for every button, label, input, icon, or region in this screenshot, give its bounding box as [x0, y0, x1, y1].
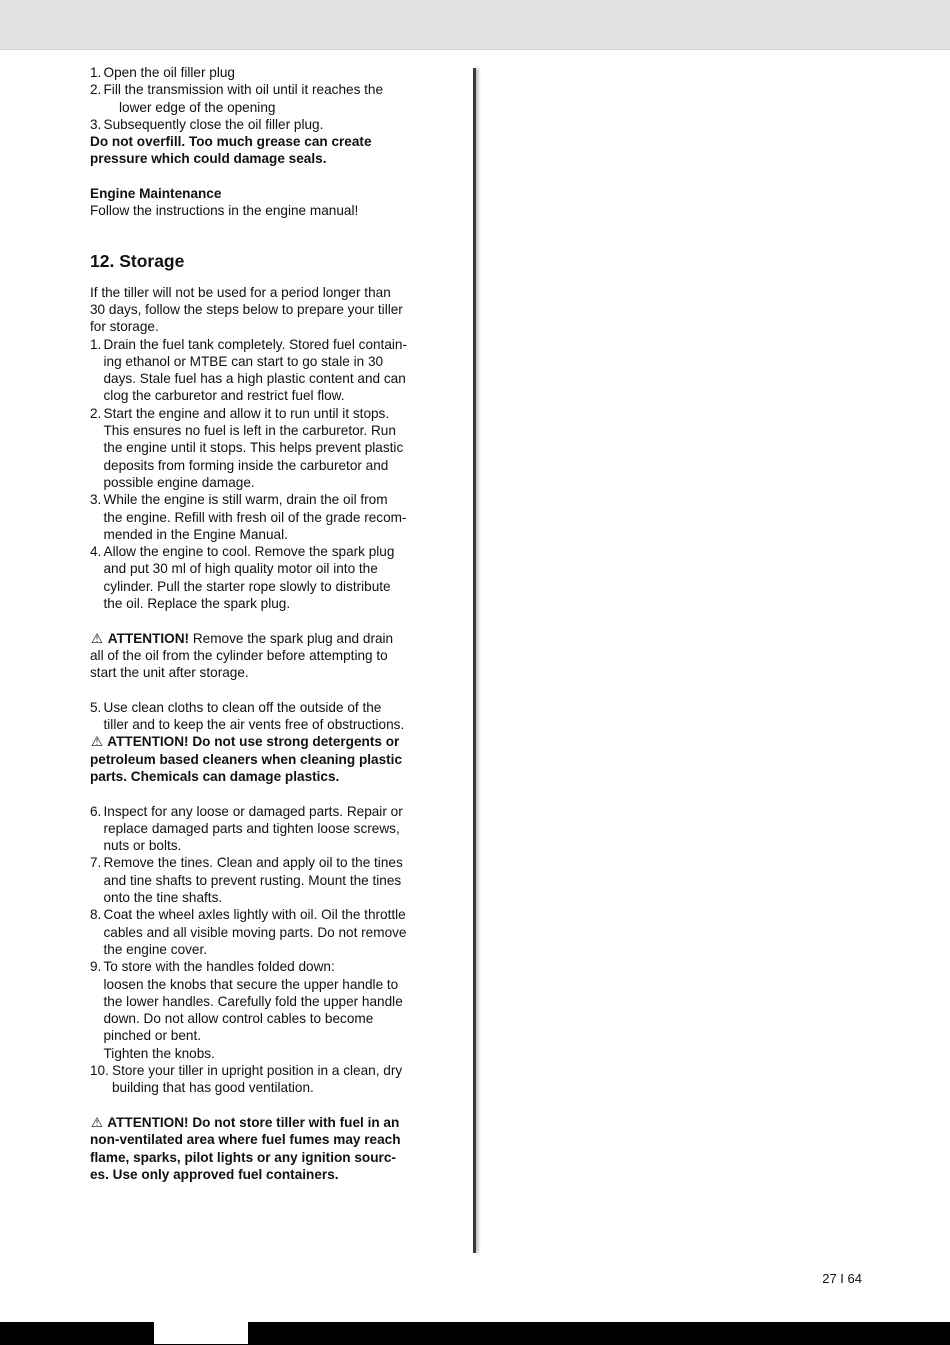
- step-text: Fill the transmission with oil until it reaches the: [103, 82, 384, 98]
- step-line: deposits from forming inside the carburetor and: [103, 457, 389, 473]
- attention-text: Remove the spark plug and drain: [192, 630, 394, 646]
- step-text: [104, 906, 436, 958]
- list-item: [90, 803, 435, 855]
- step-text: [104, 491, 436, 543]
- warning-icon: ⚠: [90, 1114, 104, 1130]
- step-line: clog the carburetor and restrict fuel flow.: [103, 388, 345, 404]
- attention-text: all of the oil from the cylinder before attempting to: [90, 647, 388, 663]
- step-line: days. Stale fuel has a high plastic content and can: [103, 371, 406, 387]
- step-line: Tighten the knobs.: [103, 1045, 215, 1061]
- step-line: cables and all visible moving parts. Do not remove: [103, 924, 407, 940]
- step-number: 2.: [90, 82, 102, 98]
- attention-text: es. Use only approved fuel containers.: [90, 1166, 339, 1182]
- step-number: 5.: [90, 699, 102, 715]
- list-item: [90, 699, 435, 734]
- step-number: 4.: [90, 544, 102, 560]
- step-line: replace damaged parts and tighten loose screws,: [103, 820, 400, 836]
- storage-heading: 12. Storage: [90, 250, 185, 271]
- list-item: [90, 491, 435, 543]
- step-number: 3.: [90, 492, 102, 508]
- step-number: 9.: [90, 959, 102, 975]
- step-line: Coat the wheel axles lightly with oil. Oil the throttle: [103, 907, 406, 923]
- step-line: and put 30 ml of high quality motor oil into the: [103, 561, 378, 577]
- step-number: 8.: [90, 907, 102, 923]
- step-line: the lower handles. Carefully fold the upper handle: [103, 993, 403, 1009]
- list-item: [90, 543, 435, 612]
- header-band: [0, 0, 950, 50]
- list-item: [90, 906, 435, 958]
- step-line: the engine cover.: [103, 941, 208, 957]
- step-line: building that has good ventilation.: [112, 1080, 314, 1096]
- attention-text: ATTENTION! Do not use strong detergents or: [107, 734, 400, 750]
- step-line: loosen the knobs that secure the upper handle to: [103, 976, 399, 992]
- step-text: [104, 543, 436, 612]
- step-line: cylinder. Pull the starter rope slowly to distribute: [103, 578, 391, 594]
- step-number: 1.: [90, 65, 102, 80]
- attention-text: petroleum based cleaners when cleaning plastic: [90, 751, 403, 767]
- attention-text: ATTENTION! Do not store tiller with fuel in an: [107, 1114, 400, 1130]
- list-item: [90, 958, 435, 1062]
- step-line: ing ethanol or MTBE can start to go stale in 30: [103, 353, 384, 369]
- column-divider: [473, 68, 476, 1253]
- overfill-warning: Do not overfill. Too much grease can create: [90, 134, 372, 150]
- step-line: nuts or bolts.: [103, 838, 182, 854]
- storage-steps-6-9: [90, 803, 435, 1062]
- step-number: 1.: [90, 336, 102, 352]
- attention-text: non-ventilated area where fuel fumes may reach: [90, 1132, 401, 1148]
- step-text: Subsequently close the oil filler plug.: [103, 116, 324, 132]
- engine-maintenance-heading: Engine Maintenance: [90, 186, 222, 202]
- list-item: [90, 81, 435, 98]
- step-text: [104, 958, 436, 1062]
- step-line: Allow the engine to cool. Remove the spark plug: [103, 544, 395, 560]
- left-column: [90, 64, 435, 1183]
- overfill-warning: pressure which could damage seals.: [90, 151, 327, 167]
- step-text: [112, 1062, 435, 1097]
- list-item: [90, 854, 435, 906]
- list-item: [90, 64, 435, 81]
- step-number: 2.: [90, 405, 102, 421]
- step-line: and tine shafts to prevent rusting. Mount the tines: [103, 872, 402, 888]
- list-item: [90, 336, 435, 405]
- step-line: pinched or bent.: [103, 1028, 201, 1044]
- step-text: [104, 405, 436, 491]
- storage-step-5: [90, 699, 435, 734]
- step-line: the oil. Replace the spark plug.: [103, 596, 291, 612]
- attention-text: flame, sparks, pilot lights or any ignition sourc-: [90, 1149, 396, 1165]
- step-text: [104, 699, 436, 734]
- step-continuation: lower edge of the opening: [119, 99, 276, 115]
- step-line: While the engine is still warm, drain the oil from: [103, 492, 388, 508]
- attention-label: ATTENTION!: [107, 630, 190, 646]
- engine-maintenance-text: Follow the instructions in the engine manual!: [90, 203, 359, 219]
- step-number: 6.: [90, 803, 102, 819]
- storage-steps-1-4: [90, 336, 435, 613]
- storage-step-10: [90, 1062, 435, 1097]
- step-text: [104, 854, 436, 906]
- page-number: 27 I 64: [822, 1271, 862, 1286]
- list-item: [90, 116, 435, 133]
- step-line: Remove the tines. Clean and apply oil to the tines: [103, 855, 403, 871]
- step-number: 7.: [90, 855, 102, 871]
- step-number: 3.: [90, 116, 102, 132]
- intro-line: If the tiller will not be used for a period longer than: [90, 284, 391, 300]
- attention-remove-oil: [90, 630, 435, 682]
- intro-line: for storage.: [90, 319, 159, 335]
- list-item: [90, 1062, 435, 1097]
- step-line: tiller and to keep the air vents free of obstructions.: [103, 717, 405, 733]
- warning-icon: ⚠: [90, 630, 104, 646]
- footer-band: [0, 1322, 950, 1345]
- step-line: This ensures no fuel is left in the carburetor. Run: [103, 423, 396, 439]
- step-line: Drain the fuel tank completely. Stored fuel contain-: [103, 336, 408, 352]
- attention-text: start the unit after storage.: [90, 665, 249, 681]
- attention-text: parts. Chemicals can damage plastics.: [90, 768, 340, 784]
- intro-line: 30 days, follow the steps below to prepare your tiller: [90, 301, 403, 317]
- step-text: [104, 336, 436, 405]
- step-text: [104, 803, 436, 855]
- step-line: the engine until it stops. This helps prevent plastic: [103, 440, 404, 456]
- warning-icon: ⚠: [90, 734, 104, 750]
- step-line: To store with the handles folded down:: [103, 959, 335, 975]
- step-line: the engine. Refill with fresh oil of the grade recom-: [103, 509, 407, 525]
- step-line: possible engine damage.: [103, 474, 255, 490]
- list-item: [90, 405, 435, 491]
- footer-band-gap: [154, 1322, 248, 1344]
- step-line: mended in the Engine Manual.: [103, 526, 288, 542]
- step-line: Store your tiller in upright position in a clean, dry: [112, 1063, 403, 1079]
- attention-detergents: [90, 733, 435, 785]
- step-line: Inspect for any loose or damaged parts. Repair or: [103, 803, 403, 819]
- step-line: Start the engine and allow it to run until it stops.: [103, 405, 390, 421]
- attention-fuel-storage: [90, 1114, 435, 1183]
- step-number: 10.: [90, 1063, 109, 1079]
- step-line: Use clean cloths to clean off the outside of the: [103, 699, 382, 715]
- step-text: Open the oil filler plug: [103, 65, 235, 80]
- storage-intro: [90, 284, 435, 336]
- step-line: onto the tine shafts.: [103, 890, 223, 906]
- step-line: down. Do not allow control cables to become: [103, 1011, 374, 1027]
